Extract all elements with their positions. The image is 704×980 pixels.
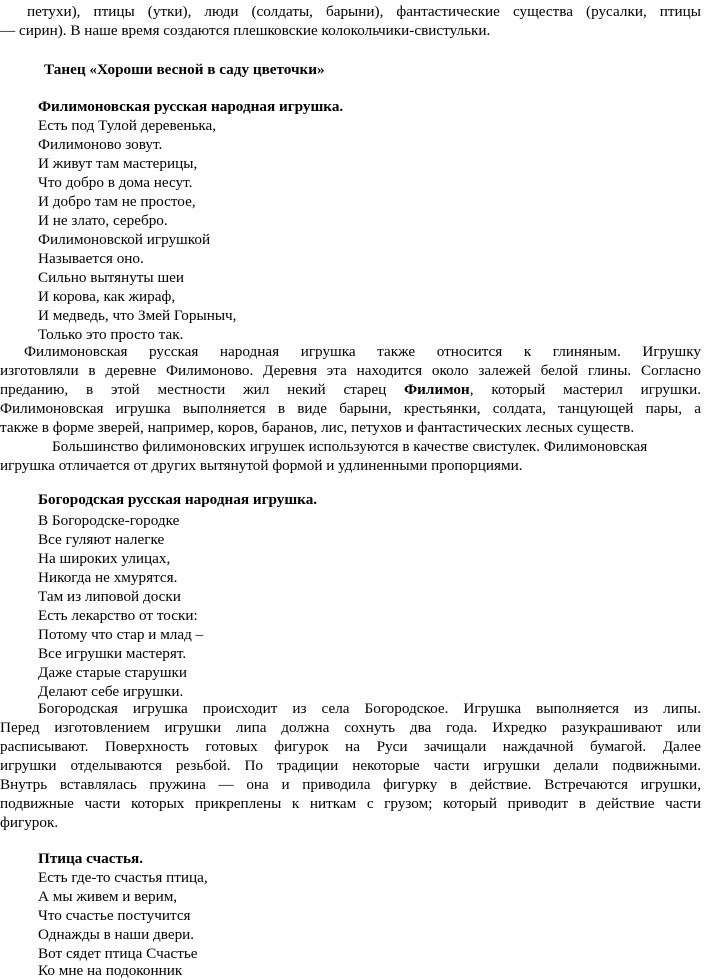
- bird-poem-line: Что счастье постучится: [38, 907, 191, 924]
- para-text: преданию, в этой местности жил некий старец: [0, 381, 387, 398]
- bogorodsk-poem-line: Делают себе игрушки.: [38, 683, 184, 700]
- bogorodsk-para-line: Богородская игрушка происходит из села Богородское. Игрушка выполняется из липы.: [38, 700, 701, 717]
- filimonov-para2-line: Большинство филимоновских игрушек используются в качестве свистулек. Филимоновская: [52, 438, 648, 455]
- bird-poem-line: Вот сядет птица Счастье: [38, 945, 198, 962]
- bogorodsk-poem-line: Потому что стар и млад –: [38, 626, 204, 643]
- bogorodsk-para-line: игрушки отделываются резьбой. По традиции некоторые части игрушки делали подвижными.: [0, 757, 701, 774]
- intro-line-1: петухи), птицы (утки), люди (солдаты, барыни), фантастические существа (русалки, птицы: [27, 3, 701, 20]
- bogorodsk-para-line: Перед изготовлением игрушки липа должна сохнуть два года. Ихредко разукрашивают или: [0, 719, 701, 736]
- filimonov-poem-line: Филимоновской игрушкой: [38, 231, 211, 248]
- filimonov-poem-line: Только это просто так.: [38, 326, 184, 343]
- bird-poem-line: Однажды в наши двери.: [38, 926, 195, 943]
- filimonov-poem-line: И корова, как жираф,: [38, 288, 176, 305]
- bird-poem-line: А мы живем и верим,: [38, 888, 178, 905]
- bogorodsk-poem-line: Никогда не хмурятся.: [38, 569, 178, 586]
- bogorodsk-para-line: подвижные части которых прикреплены к ниткам с грузом; который приводит в действие части: [0, 795, 701, 812]
- filimonov-heading: Филимоновская русская народная игрушка.: [38, 98, 344, 115]
- bogorodsk-para-line: расписывают. Поверхность готовых фигурок на Руси зачищали наждачной бумагой. Далее: [0, 738, 701, 755]
- bogorodsk-poem-line: Там из липовой доски: [38, 588, 181, 605]
- bogorodsk-para-line: фигурок.: [0, 814, 59, 831]
- filimonov-para-line-3: [0, 380, 701, 399]
- bogorodsk-poem-line: Есть лекарство от тоски:: [38, 607, 198, 624]
- bogorodsk-poem-line: Все гуляют налегке: [38, 531, 165, 548]
- filimonov-poem-line: Что добро в дома несут.: [38, 174, 193, 191]
- filimonov-poem-line: И не злато, серебро.: [38, 212, 168, 229]
- filimonov-para-line: Филимоновская игрушка выполняется в виде барыни, крестьянки, солдата, танцующей пары, а: [0, 400, 701, 417]
- filimonov-poem-line: Сильно вытянуты шеи: [38, 269, 185, 286]
- filimonov-poem-line: И живут там мастерицы,: [38, 155, 198, 172]
- bird-poem-line: Есть где-то счастья птица,: [38, 869, 208, 886]
- bogorodsk-poem-line: Даже старые старушки: [38, 664, 188, 681]
- filimonov-para-line: Филимоновская русская народная игрушка также относится к глиняным. Игрушку: [24, 343, 701, 360]
- bogorodsk-poem-line: В Богородске-городке: [38, 512, 180, 529]
- bird-poem-line: Ко мне на подоконник: [38, 962, 183, 979]
- filimonov-poem-line: И медведь, что Змей Горыныч,: [38, 307, 237, 324]
- bogorodsk-poem-line: На широких улицах,: [38, 550, 171, 567]
- filimonov-poem-line: Есть под Тулой деревенька,: [38, 117, 217, 134]
- bird-heading: Птица счастья.: [38, 850, 144, 867]
- intro-line-2: — сирин). В наше время создаются плешковские колокольчики-свистульки.: [0, 22, 491, 39]
- filimonov-para2-line: игрушка отличается от других вытянутой формой и удлиненными пропорциями.: [0, 457, 523, 474]
- bold-name-filimon: Филимон: [404, 381, 470, 398]
- filimonov-para-line: также в форме зверей, например, коров, баранов, лис, петухов и фантастических лесных существ.: [0, 419, 635, 436]
- bogorodsk-heading: Богородская русская народная игрушка.: [38, 491, 318, 508]
- filimonov-poem-line: Филимоново зовут.: [38, 136, 163, 153]
- dance-title: Танец «Хороши весной в саду цветочки»: [44, 61, 325, 78]
- filimonov-poem-line: Называется оно.: [38, 250, 144, 267]
- bogorodsk-para-line: Внутрь вставлялась пружина — она и приводила фигурку в действие. Встречаются игрушки,: [0, 776, 701, 793]
- bogorodsk-poem-line: Все игрушки мастерят.: [38, 645, 187, 662]
- para-text: , который мастерил игрушки.: [469, 381, 701, 398]
- filimonov-poem-line: И добро там не простое,: [38, 193, 196, 210]
- filimonov-para-line: изготовляли в деревне Филимоново. Деревня эта находится около залежей белой глины. Согласно: [0, 362, 701, 379]
